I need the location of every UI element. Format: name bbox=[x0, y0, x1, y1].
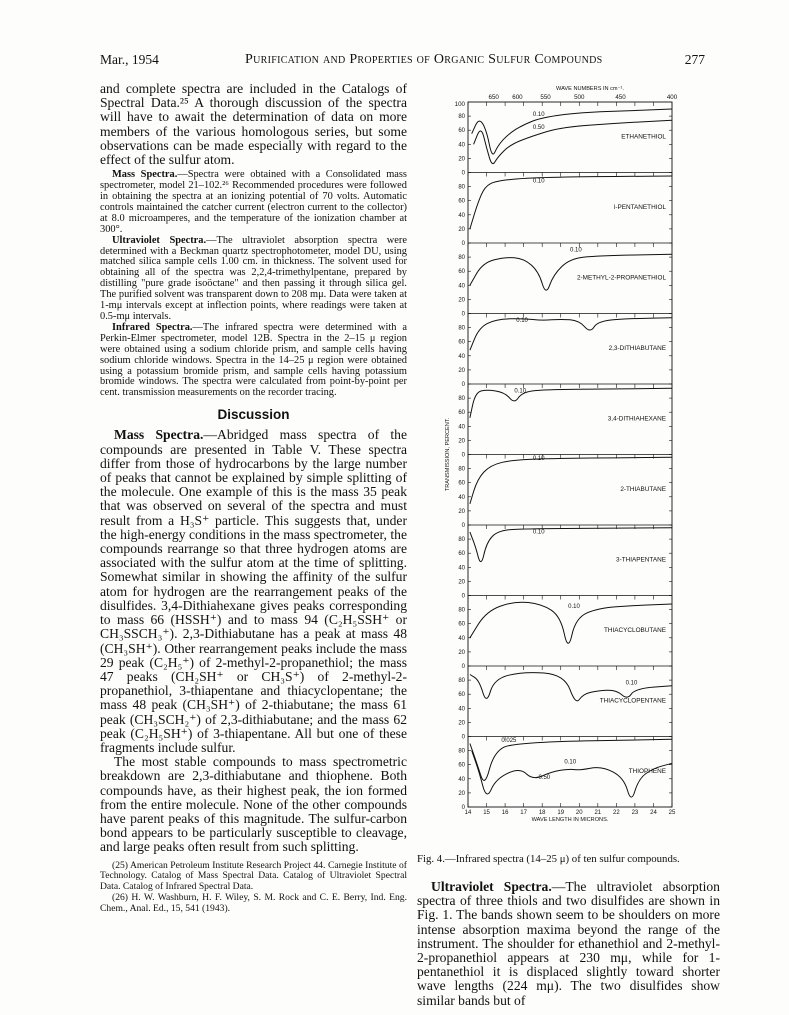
spectrum-curve bbox=[470, 176, 672, 229]
concentration-label: 0.10 bbox=[564, 759, 577, 766]
infrared-figure bbox=[440, 82, 710, 852]
y-tick-label: 20 bbox=[458, 156, 465, 163]
concentration-label: 0.10 bbox=[570, 247, 582, 254]
bottom-tick-label: 16 bbox=[501, 810, 509, 816]
compound-name: 2,3-DITHIABUTANE bbox=[608, 345, 666, 353]
compound-name: l-PENTANETHIOL bbox=[613, 204, 666, 212]
top-axis-label: WAVE NUMBERS IN cm⁻¹. bbox=[556, 86, 624, 92]
running-header bbox=[100, 52, 705, 72]
bottom-tick-label: 18 bbox=[538, 810, 546, 816]
figure-caption: Fig. 4.—Infrared spectra (14–25 μ) of ten sulfur compounds. bbox=[417, 853, 680, 865]
bottom-axis-label: WAVE LENGTH IN MICRONS. bbox=[531, 817, 609, 823]
y-tick-label: 60 bbox=[458, 410, 465, 417]
y-tick-label: 40 bbox=[458, 424, 465, 431]
top-tick-label: 600 bbox=[512, 94, 523, 101]
y-tick-label: 20 bbox=[458, 720, 465, 727]
compound-name: THIACYCLOPENTANE bbox=[599, 697, 666, 705]
y-tick-label: 40 bbox=[458, 635, 465, 642]
uv-discussion-head: Ultraviolet Spectra. bbox=[431, 879, 552, 894]
y-tick-label: 60 bbox=[458, 692, 465, 699]
y-tick-label: 60 bbox=[458, 762, 465, 769]
y-tick-label: 60 bbox=[458, 269, 465, 276]
footnote-26: (26) H. W. Washburn, H. F. Wiley, S. M. Rock and C. E. Berry, Ind. Eng. Chem., Anal. Ed., 15, 541 (1943). bbox=[100, 891, 407, 914]
compound-name: 3,4-DITHIAHEXANE bbox=[607, 415, 666, 423]
spectrum-curve bbox=[470, 457, 672, 504]
y-tick-label: 20 bbox=[458, 226, 465, 233]
spectrum-curve bbox=[470, 254, 672, 290]
y-tick-label: 20 bbox=[458, 438, 465, 445]
page-number: 277 bbox=[684, 52, 705, 67]
y-tick-label: 20 bbox=[458, 367, 465, 374]
y-tick-label: 40 bbox=[458, 283, 465, 290]
spectrum-curve bbox=[474, 120, 672, 163]
y-tick-label: 20 bbox=[458, 790, 465, 797]
ir-spectra-head: Infrared Spectra. bbox=[112, 321, 193, 333]
infrared-spectra-chart bbox=[440, 82, 710, 852]
compound-name: THIACYCLOBUTANE bbox=[603, 627, 666, 635]
y-tick-label: 80 bbox=[458, 678, 465, 685]
discussion-heading: Discussion bbox=[217, 407, 290, 423]
right-column bbox=[417, 880, 720, 1008]
mass-spectra-method bbox=[100, 170, 407, 235]
compound-name: THIOPHENE bbox=[628, 768, 666, 776]
concentration-label: 0.50 bbox=[538, 774, 551, 781]
y-tick-label: 80 bbox=[458, 607, 465, 614]
concentration-label: 0.10 bbox=[516, 317, 528, 324]
spectrum-curve bbox=[470, 388, 672, 418]
concentration-label: 0.025 bbox=[501, 738, 517, 745]
intro-paragraph: and complete spectra are included in the Catalogs of Spectral Data.²⁵ A thorough discussion of the spectra will have to await the determination of data on more members of the various homologous series, but some observations can be made especially with regard to the effect of the sulfur atom. bbox=[100, 81, 407, 168]
y-tick-label: 80 bbox=[458, 325, 465, 332]
concentration-label: 0.50 bbox=[532, 124, 545, 131]
y-tick-label: 80 bbox=[458, 114, 465, 121]
bottom-tick-label: 22 bbox=[613, 810, 620, 816]
discussion-mass-text: —Abridged mass spectra of the compounds are presented in Table V. These spectra differ from those of hydrocarbons by the large number of peaks that cannot be explained by simple splitting of the molecule. One example of this is the mass 35 peak that was observed on several of the spectra and must result from a H₃S⁺ particle. This suggests that, under the high-energy conditions in the mass spectrometer, the compounds rearrange so that three hydrogen atoms are associated with the sulfur atom at the time of splitting. Somewhat similar in showing the affinity of the sulfur atom for hydrogen are the rearrangement peaks of the disulfides. 3,4-Dithiahexane gives peaks corresponding to mass 66 (HSSH⁺) and to mass 94 (C₂H₅SSH⁺ or CH₃SSCH₃⁺). 2,3-Dithiabutane has a peak at mass 48 (CH₃SH⁺). Other rearrangement peaks include the mass 29 peak (C₂H₅⁺) of 2-methyl-2-propanethiol; the mass 47 peaks (CH₂SH⁺ or CH₃S⁺) of 2-methyl-2-propanethiol, 3-thiapentane and thiacyclopentane; the mass 48 peak (CH₃SH⁺) of 2-thiabutane; the mass 61 peak (CH₃SCH₂⁺) of 2,3-dithiabutane; and the mass 62 peak (C₂H₅SH⁺) of 3-thiapentane. All but one of these fragments include sulfur. bbox=[100, 427, 407, 755]
y-tick-label: 80 bbox=[458, 748, 465, 755]
concentration-label: 0.10 bbox=[532, 112, 545, 119]
ir-spectra-method bbox=[100, 323, 407, 399]
header-date: Mar., 1954 bbox=[100, 52, 159, 67]
y-label-100: 100 bbox=[454, 101, 465, 108]
uv-spectra-method bbox=[100, 236, 407, 323]
y-tick-label: 60 bbox=[458, 621, 465, 628]
bottom-tick-label: 21 bbox=[594, 810, 602, 816]
y-tick-label: 20 bbox=[458, 297, 465, 304]
y-tick-label: 60 bbox=[458, 339, 465, 346]
top-tick-label: 400 bbox=[666, 94, 678, 101]
y-tick-label: 40 bbox=[458, 353, 465, 360]
experimental-section bbox=[100, 170, 407, 399]
footnotes bbox=[100, 861, 407, 915]
top-tick-label: 650 bbox=[488, 94, 499, 101]
y-tick-label: 40 bbox=[458, 565, 465, 572]
concentration-label: 0.10 bbox=[532, 529, 545, 536]
compound-name: 2-THIABUTANE bbox=[620, 486, 666, 494]
y-tick-label: 40 bbox=[458, 142, 465, 149]
discussion-body bbox=[100, 428, 407, 854]
y-tick-label: 80 bbox=[458, 255, 465, 262]
bottom-tick-label: 15 bbox=[483, 810, 490, 816]
bottom-tick-label: 20 bbox=[575, 810, 583, 816]
y-tick-label: 0 bbox=[461, 664, 465, 670]
compound-name: ETHANETHIOL bbox=[621, 133, 666, 141]
y-tick-label: 0 bbox=[461, 805, 465, 811]
mass-spectra-text: —Spectra were obtained with a Consolidated mass spectrometer, model 21–102.²⁶ Recommended procedures were followed in obtaining the spectra at an ionizing potential of 70 volts. Automatic controls maintained the catcher current (electron current to the collector) at 8.0 microamperes, and the temperature of the ionization chamber at 300°. bbox=[100, 169, 407, 235]
y-tick-label: 60 bbox=[458, 551, 465, 558]
y-tick-label: 20 bbox=[458, 508, 465, 515]
bottom-tick-label: 17 bbox=[520, 810, 527, 816]
y-tick-label: 80 bbox=[458, 537, 465, 544]
y-tick-label: 40 bbox=[458, 494, 465, 501]
discussion-mass-paragraph bbox=[100, 428, 407, 755]
concentration-label: 0.10 bbox=[532, 456, 545, 463]
uv-spectra-text: —The ultraviolet absorption spectra were determined with a Beckman quartz spectrophotometer, model DU, using matched silica sample cells 1.00 cm. in thickness. The solvent used for obtaining all of the spectra was 2,2,4-trimethylpentane, prepared by distilling "pure grade isoöctane" and then passing it through silica gel. The purified solvent was transparent down to 208 mμ. Data were taken at 1-mμ intervals except at inflection points, where readings were taken at 0.5-mμ intervals. bbox=[100, 234, 407, 322]
y-tick-label: 40 bbox=[458, 212, 465, 219]
concentration-label: 0.10 bbox=[568, 604, 580, 611]
y-tick-label: 0 bbox=[461, 382, 465, 388]
bottom-tick-label: 24 bbox=[650, 810, 657, 816]
concentration-label: 0.10 bbox=[625, 680, 638, 687]
compound-name: 2-METHYL-2-PROPANETHIOL bbox=[576, 274, 666, 282]
y-tick-label: 0 bbox=[461, 452, 465, 459]
left-column bbox=[100, 82, 407, 915]
y-tick-label: 0 bbox=[461, 593, 465, 600]
bottom-tick-label: 25 bbox=[668, 810, 676, 816]
uv-discussion-paragraph bbox=[417, 880, 720, 1008]
concentration-label: 0.10 bbox=[532, 178, 545, 185]
top-tick-label: 450 bbox=[615, 94, 626, 101]
top-tick-label: 550 bbox=[540, 94, 551, 101]
uv-spectra-head: Ultraviolet Spectra. bbox=[112, 234, 207, 246]
y-tick-label: 0 bbox=[461, 170, 465, 177]
ir-spectra-text: —The infrared spectra were determined with a Perkin-Elmer spectrometer, model 12B. Spectra in the 2–15 μ region were obtained using a sodium chloride prism, and sample cells having sodium chloride windows. Spectra in the 14–25 μ region were obtained using a potassium bromide prism, and sample cells having potassium bromide windows. The spectra were calculated from point-by-point per cent. transmission measurements on the recorder tracing. bbox=[100, 321, 407, 399]
y-tick-label: 0 bbox=[461, 241, 465, 247]
y-tick-label: 80 bbox=[458, 184, 465, 191]
y-tick-label: 40 bbox=[458, 776, 465, 783]
y-tick-label: 0 bbox=[461, 734, 465, 741]
y-tick-label: 80 bbox=[458, 466, 465, 473]
y-tick-label: 80 bbox=[458, 396, 465, 403]
y-tick-label: 60 bbox=[458, 480, 465, 487]
y-tick-label: 0 bbox=[461, 523, 465, 529]
y-tick-label: 20 bbox=[458, 579, 465, 586]
bottom-tick-label: 23 bbox=[631, 810, 639, 816]
y-tick-label: 60 bbox=[458, 128, 465, 135]
spectrum-curve bbox=[470, 673, 672, 701]
top-tick-label: 500 bbox=[574, 94, 585, 101]
concentration-label: 0.10 bbox=[514, 388, 527, 395]
discussion-mass-head: Mass Spectra. bbox=[114, 427, 204, 443]
compound-name: 3-THIAPENTANE bbox=[616, 556, 666, 564]
y-tick-label: 20 bbox=[458, 649, 465, 656]
header-title: Purification and Properties of Organic Sulfur Compounds bbox=[245, 52, 603, 67]
bottom-tick-label: 19 bbox=[557, 810, 565, 816]
y-tick-label: 40 bbox=[458, 706, 465, 713]
mass-spectra-head: Mass Spectra. bbox=[112, 169, 178, 181]
uv-discussion-text: —The ultraviolet absorption spectra of three thiols and two disulfides are shown in Fig. 1. The bands shown seem to be shoulders on more intense absorption maxima beyond the range of the instrument. The shoulder for ethanethiol and 2-methyl-2-propanethiol appears at 230 mμ, while for 1-pentanethiol it is displaced slightly toward shorter wave lengths (224 mμ). The two disulfides show similar bands but of bbox=[417, 879, 720, 1008]
footnote-25: (25) American Petroleum Institute Research Project 44. Carnegie Institute of Technology. Catalog of Mass Spectral Data. Catalog of Ultraviolet Spectral Data. Catalog of Infrared Spectral Data. bbox=[100, 859, 407, 893]
spectrum-curve bbox=[472, 109, 672, 154]
y-axis-label: TRANSMISSION, PERCENT. bbox=[445, 417, 451, 492]
y-tick-label: 60 bbox=[458, 198, 465, 205]
discussion-stable-paragraph: The most stable compounds to mass spectrometric breakdown are 2,3-dithiabutane and thiophene. Both compounds have, as their highest peak, the ion formed from the entire molecule. None of the other compounds have parent peaks of this magnitude. The sulfur-carbon bond appears to be particularly susceptible to cleavage, and large peaks often result from such splitting. bbox=[100, 754, 407, 855]
bottom-tick-label: 14 bbox=[464, 810, 472, 816]
y-tick-label: 0 bbox=[461, 311, 465, 318]
